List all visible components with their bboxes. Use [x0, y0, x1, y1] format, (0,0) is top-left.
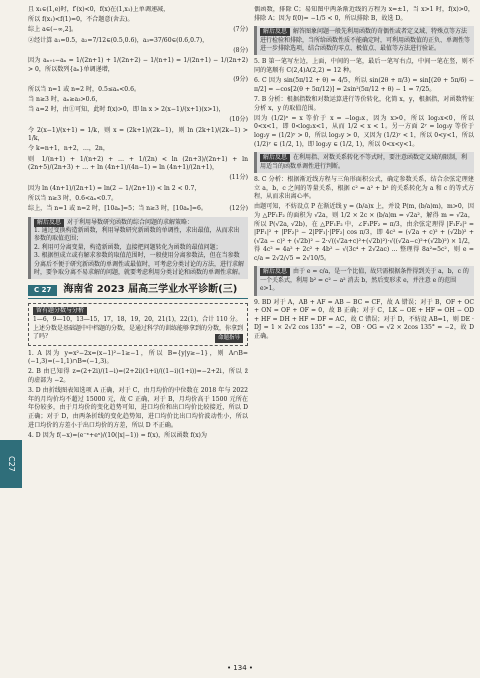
reflection-text: 由于 e = c/a，是一个比值，故只需根据条件得到关于 a，b，c 的一个关系式，利用 b² = c² − a² 消去 b，然后变形求 e，并注意 e 的范围 e>1。 [260, 268, 469, 293]
page-number: • 134 • [226, 664, 254, 672]
analysis-tag: 解后反思 [34, 219, 64, 227]
text-line [28, 26, 248, 35]
analysis-box [28, 217, 248, 280]
analysis-item: 1. 通过变换构造新函数，利用导数研究新函数的单调性，求出最值，从而求出参数的取值范围； [34, 226, 240, 243]
answer-item: 由题可知，不妨设点 P 在渐近线 y = (b/a)x 上，并设 P(m, (b/a)m)，m>0，因为 △PF₁F₂ 的面积为 √2a，则 1/2 × 2c × (b/a)m = √2a²，解得 m = √2a，所以 P(√2a, √2b)，在 △PF₁F₂ 中，∠F₁PF₂ = π/3，由余弦定理得 |F₁F₂|² = |PF₁|² + |PF₂|² − 2|PF₁|·|PF₂| cos π/3，即 4c² = (√2a + c)² + (√2b)² + (√2a − c)² + (√2b)² − 2·√((√2a+c)²+(√2b)²)·√((√2a−c)²+(√2b)²) × 1/2，得 4c² = 4a² + 2c² + 4b² − √(3c⁴ + 2√2ac) ... 整理得 8a²=5c²，则 e = c/a = 2√2/√5 = 2√10/5。 [254, 203, 474, 262]
answer-item: 3. D 由折线图表知选项 A 正确，对于 C，由月均价的中位数在 2018 年与 2022 年的月均价均不超过 15000 元，故 C 正确，对于 B，月均价高于 1500 元所在年份较多，由于月均价的变化趋势可知，进口均价和出口均价比较接近，所以 D 正确；对于 D，由两条折线的变化趋势知，进口均价比出口均价波动性小，所以进口均价的方差小于出口均价的方差，所以 D 不正确。 [28, 387, 248, 429]
text-line: 所以当 n=1 或 n=2 时，0.5≤aₙ<0.6。 [28, 85, 141, 93]
text-line: 令 k=n+1，n+2，…，2n， [28, 145, 109, 153]
text-line: ②经计算 a₁=0.5，a₂=7/12∈(0.5,0.6)，a₃=37/60∈(0.6,0.7)， [28, 36, 209, 44]
reflection-text: 在利用指、对数关系转化不等式时，要注意函数定义域的限制，利用适当的函数单调性进行判断。 [260, 154, 468, 170]
text-line: 综上 a∈(−∞,2]。 [28, 26, 78, 34]
right-column [254, 6, 474, 652]
text-line [28, 76, 248, 85]
answer-item: 5. B 第一笔写左边，上面，中间的一笔，最后一笔写右点，中间一笔在竖，则不同的笔顺有 C(2,4)A(2,2) = 12 种。 [254, 58, 474, 74]
answer-item: 因为 (1/2)ˣ = x 等价于 x = −log₂x，因为 x>0，所以 log₂x<0，所以 0<x<1，即 0<log₂x<1，从而 1/2 < x < 1。另一方面 2ʸ = log₃y 等价于 log₂y = (1/2)ʸ > 0，所以 log₂y > 0，又因为 (1/2)ʸ < 1，所以 0<y<1，所以 (1/2)ʸ ∈ (1/2, 1)，即 log₂y ∈ (1/2, 1)，所以 0<x<y<1。 [254, 114, 474, 148]
reflection-tag: 解后反思 [260, 268, 290, 276]
text-line: 所以当 n≥3 时，0.6<aₙ<0.7。 [28, 194, 118, 202]
text-line: 且 x₁∈(1,e)时，f′(x)<0，f(x)在(1,x₁)上单调递减， [28, 6, 170, 13]
text-line [28, 174, 248, 183]
reflection-text: 解答图象问题一般先利用函数的奇偶性或者定义域、特殊点等方法进行检验和排除，当所给函数性质不能确定时，可利用函数值的正负、单调性等进一步排除选项，结合函数的零点、极值点、最值等方法进行验证。 [260, 28, 471, 52]
analysis-item: 2. 利用可分离变量，构造新函数，直接把问题转化为函数的最值问题； [34, 243, 222, 251]
answer-item: 8. C 分析：根据渐近线方程与三角形面积公式，确定参数关系，结合余弦定理建立 a，b，c 之间的等量关系，根据 c² = a² + b² 的关系转化为 a 和 c 的等式方程，从而求出离心率。 [254, 175, 474, 201]
text-line: 所以 f(x₁)<f(1)=0，不合题意(舍去)。 [28, 16, 134, 24]
score-mark: (7分) [233, 26, 248, 34]
note-body: 1—6，9—10，13—15，17，18，19，20，21(1)，22(1)，合计 110 分。上述分数是基础题中中档题的分数，是通过科学的训练能够拿到的分数，你拿到了吗？ [33, 316, 244, 341]
reflection-box [254, 26, 474, 55]
answer-item: 7. B 分析：根据指数和对数运算进行等价转化，化简 x，y，根据指，对函数特征分析 x，y 的取值范围。 [254, 95, 474, 112]
reflection-tag: 解后反思 [260, 154, 290, 162]
left-column [28, 6, 248, 652]
text-line: 因为 aₙ₊₁−aₙ = 1/(2n+1) + 1/(2n+2) − 1/(n+1) = 1/(2n+1) − 1/(2n+2) > 0，所以数列{aₙ}单调递增， [28, 56, 248, 73]
text-line: 令 2(x−1)/(x+1) = 1/k，则 x = (2k+1)/(2k−1)，则 ln (2k+1)/(2k−1) > 1/k， [28, 126, 248, 143]
score-mark: (9分) [233, 75, 248, 83]
reflection-tag: 解后反思 [260, 28, 290, 36]
text-line: 偶函数，排除 C；易知图中两条渐近线的方程为 x=±1，当 x>1 时，f(x)>0，排除 A；因为 f(0)= −1/5 < 0，所以排除 B，故选 D。 [254, 6, 474, 22]
analysis-item: 3. 根据恒成立或有解求参数的取值范围时，一般使用分离参数法，但在当参数分离后不便于研究新函数的单调性或最值时，可考虑分类讨论的方法，进行求解时，要争取分离不易求解的问题，就要考虑利用分类讨论和函数的单调性求解。 [34, 252, 245, 276]
reflection-box [254, 152, 474, 173]
text-line: 因为 ln (4n+1)/(2n+1) = ln(2 − 1/(2n+1)) < ln 2 < 0.7， [28, 184, 201, 192]
text-line: 当 n≥3 时，aₙ≥a₃>0.6， [28, 96, 102, 104]
answer-item: 9. BD 对于 A，AB + AF = AB − BC = CF，故 A 错误；对于 B，OF + OC + ON = OF + OF = 0，故 B 正确；对于 C，LK − OE + HF = OH − OD + HF = DH + HF = DF = AC，故 C 错误；对于 D，不妨设 AB=1，则 DE · DJ = 1 × 2√2 cos 135° = −2，OB · OG = √2 × 2cos 135° = −2，故 D 正确。 [254, 298, 474, 341]
text-line: 当 a=2 时，由①可知，此时 f(x)>0，即 ln x > 2(x−1)/(x+1)(x>1)， [28, 106, 225, 114]
text-line: 则 1/(n+1) + 1/(n+2) + … + 1/(2n) < ln (2n+3)/(2n+1) + ln (2n+5)/(2n+3) + … + ln (4n+1)/(4n−1) = ln (4n+1)/(2n+1)， [28, 155, 248, 172]
analysis-intro: 对于利用导数研究函数的综合问题的求解策略： [67, 218, 194, 226]
answer-item: 1. A 因为 y=x²−2x=(x−1)²−1≥−1，所以 B={y|y≥−1}，则 A∩B=(−1,3)=(−1,1)∩B=(−1,3)。 [28, 349, 248, 366]
section-banner [28, 285, 248, 299]
text-line [28, 205, 248, 214]
section-title: 海南省 2023 届高三学业水平诊断(三) [63, 284, 238, 296]
score-mark: (12分) [229, 204, 248, 212]
note-sign: 命题指导 [215, 334, 243, 342]
section-tag: C 27 [28, 285, 57, 296]
answer-item: 4. D 因为 f(−x)=(e⁻ˣ+eˣ)/(10(|x|−1)) = f(x)，所以函数 f(x)为 [28, 431, 208, 439]
score-mark: (10分) [229, 116, 248, 124]
answer-item: 2. B 由已知得 z=(2+2i)/(1−i)=(2+2i)(1+i)/((1−i)(1+i))=−2+2i，所以 z̄ 的虚部为 −2。 [28, 368, 248, 384]
side-tab: C27 [0, 440, 22, 488]
text-line [28, 47, 248, 56]
answer-item: 6. C 因为 sin(5π/12 + θ) = 4/5，所以 sin(2θ + π/3) = sin[(2θ + 5π/6) − π/2] = −cos[2(θ + 5π/12)] = 2sin²(5π/12 + θ) − 1 = 7/25。 [254, 77, 474, 93]
text-line: 综上，当 n=1 或 n=2 时，[10aₙ]=5；当 n≥3 时，[10aₙ]=6。 [28, 204, 207, 212]
note-heading: 留有题分数与分析 [33, 307, 87, 315]
score-note-box [28, 303, 248, 346]
text-line [28, 116, 248, 125]
score-mark: (8分) [233, 46, 248, 54]
reflection-box [254, 266, 474, 295]
score-mark: (11分) [229, 174, 248, 182]
